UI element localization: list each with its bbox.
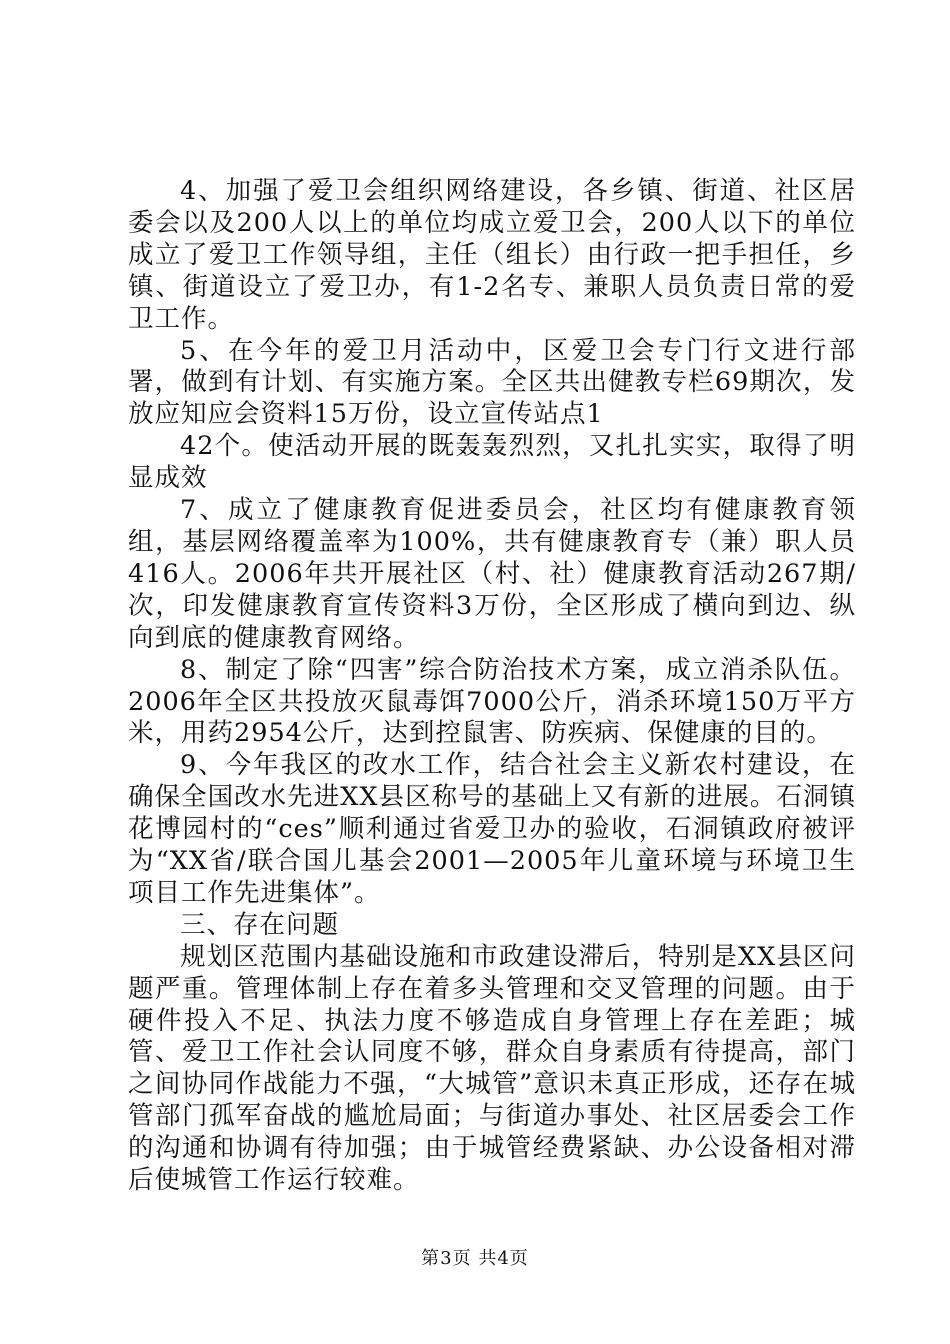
paragraph-item-7: 7、成立了健康教育促进委员会，社区均有健康教育领组，基层网络覆盖率为100%，共有健康教育专（兼）职人员416人。2006年共开展社区（村、社）健康教育活动267期/次，印发健康教育宣传资料3万份，全区形成了横向到边、纵向到底的健康教育网络。: [128, 495, 856, 653]
paragraph-item-8: 8、制定了除“四害”综合防治技术方案，成立消杀队伍。2006年全区共投放灭鼠毒饵7000公斤，消杀环境150万平方米，用药2954公斤，达到控鼠害、防疾病、保健康的目的。: [128, 654, 856, 749]
page-number-footer: 第3页 共4页: [421, 1248, 529, 1269]
paragraph-item-4: 4、加强了爱卫会组织网络建设，各乡镇、街道、社区居委会以及200人以上的单位均成立爱卫会，200人以下的单位成立了爱卫工作领导组，主任（组长）由行政一把手担任，乡镇、街道设立了爱卫办，有1-2名专、兼职人员负责日常的爱卫工作。: [128, 176, 856, 334]
paragraph-problems: 规划区范围内基础设施和市政建设滞后，特别是XX县区问题严重。管理体制上存在着多头管理和交叉管理的问题。由于硬件投入不足、执法力度不够造成自身管理上存在差距；城管、爱卫工作社会认同度不够，群众自身素质有待提高，部门之间协同作战能力不强，“大城管”意识未真正形成，还存在城管部门孤军奋战的尴尬局面；与街道办事处、社区居委会工作的沟通和协调有待加强；由于城管经费紧缺、办公设备相对滞后使城管工作运行较难。: [128, 941, 856, 1196]
paragraph-item-9: 9、今年我区的改水工作，结合社会主义新农村建设，在确保全国改水先进XX县区称号的基础上又有新的进展。石洞镇花博园村的“ces”顺利通过省爱卫办的验收，石洞镇政府被评为“XX省/联合国儿基会2001—2005年儿童环境与环境卫生项目工作先进集体”。: [128, 750, 856, 908]
section-heading-problems: 三、存在问题: [180, 909, 340, 940]
paragraph-item-5: 5、在今年的爱卫月活动中，区爱卫会专门行文进行部署，做到有计划、有实施方案。全区共出健教专栏69期次，发放应知应会资料15万份，设立宣传站点1: [128, 335, 856, 430]
paragraph-item-5-continued: 42个。使活动开展的既轰轰烈烈，又扎扎实实，取得了明显成效: [128, 431, 856, 494]
document-body: [128, 176, 856, 1197]
